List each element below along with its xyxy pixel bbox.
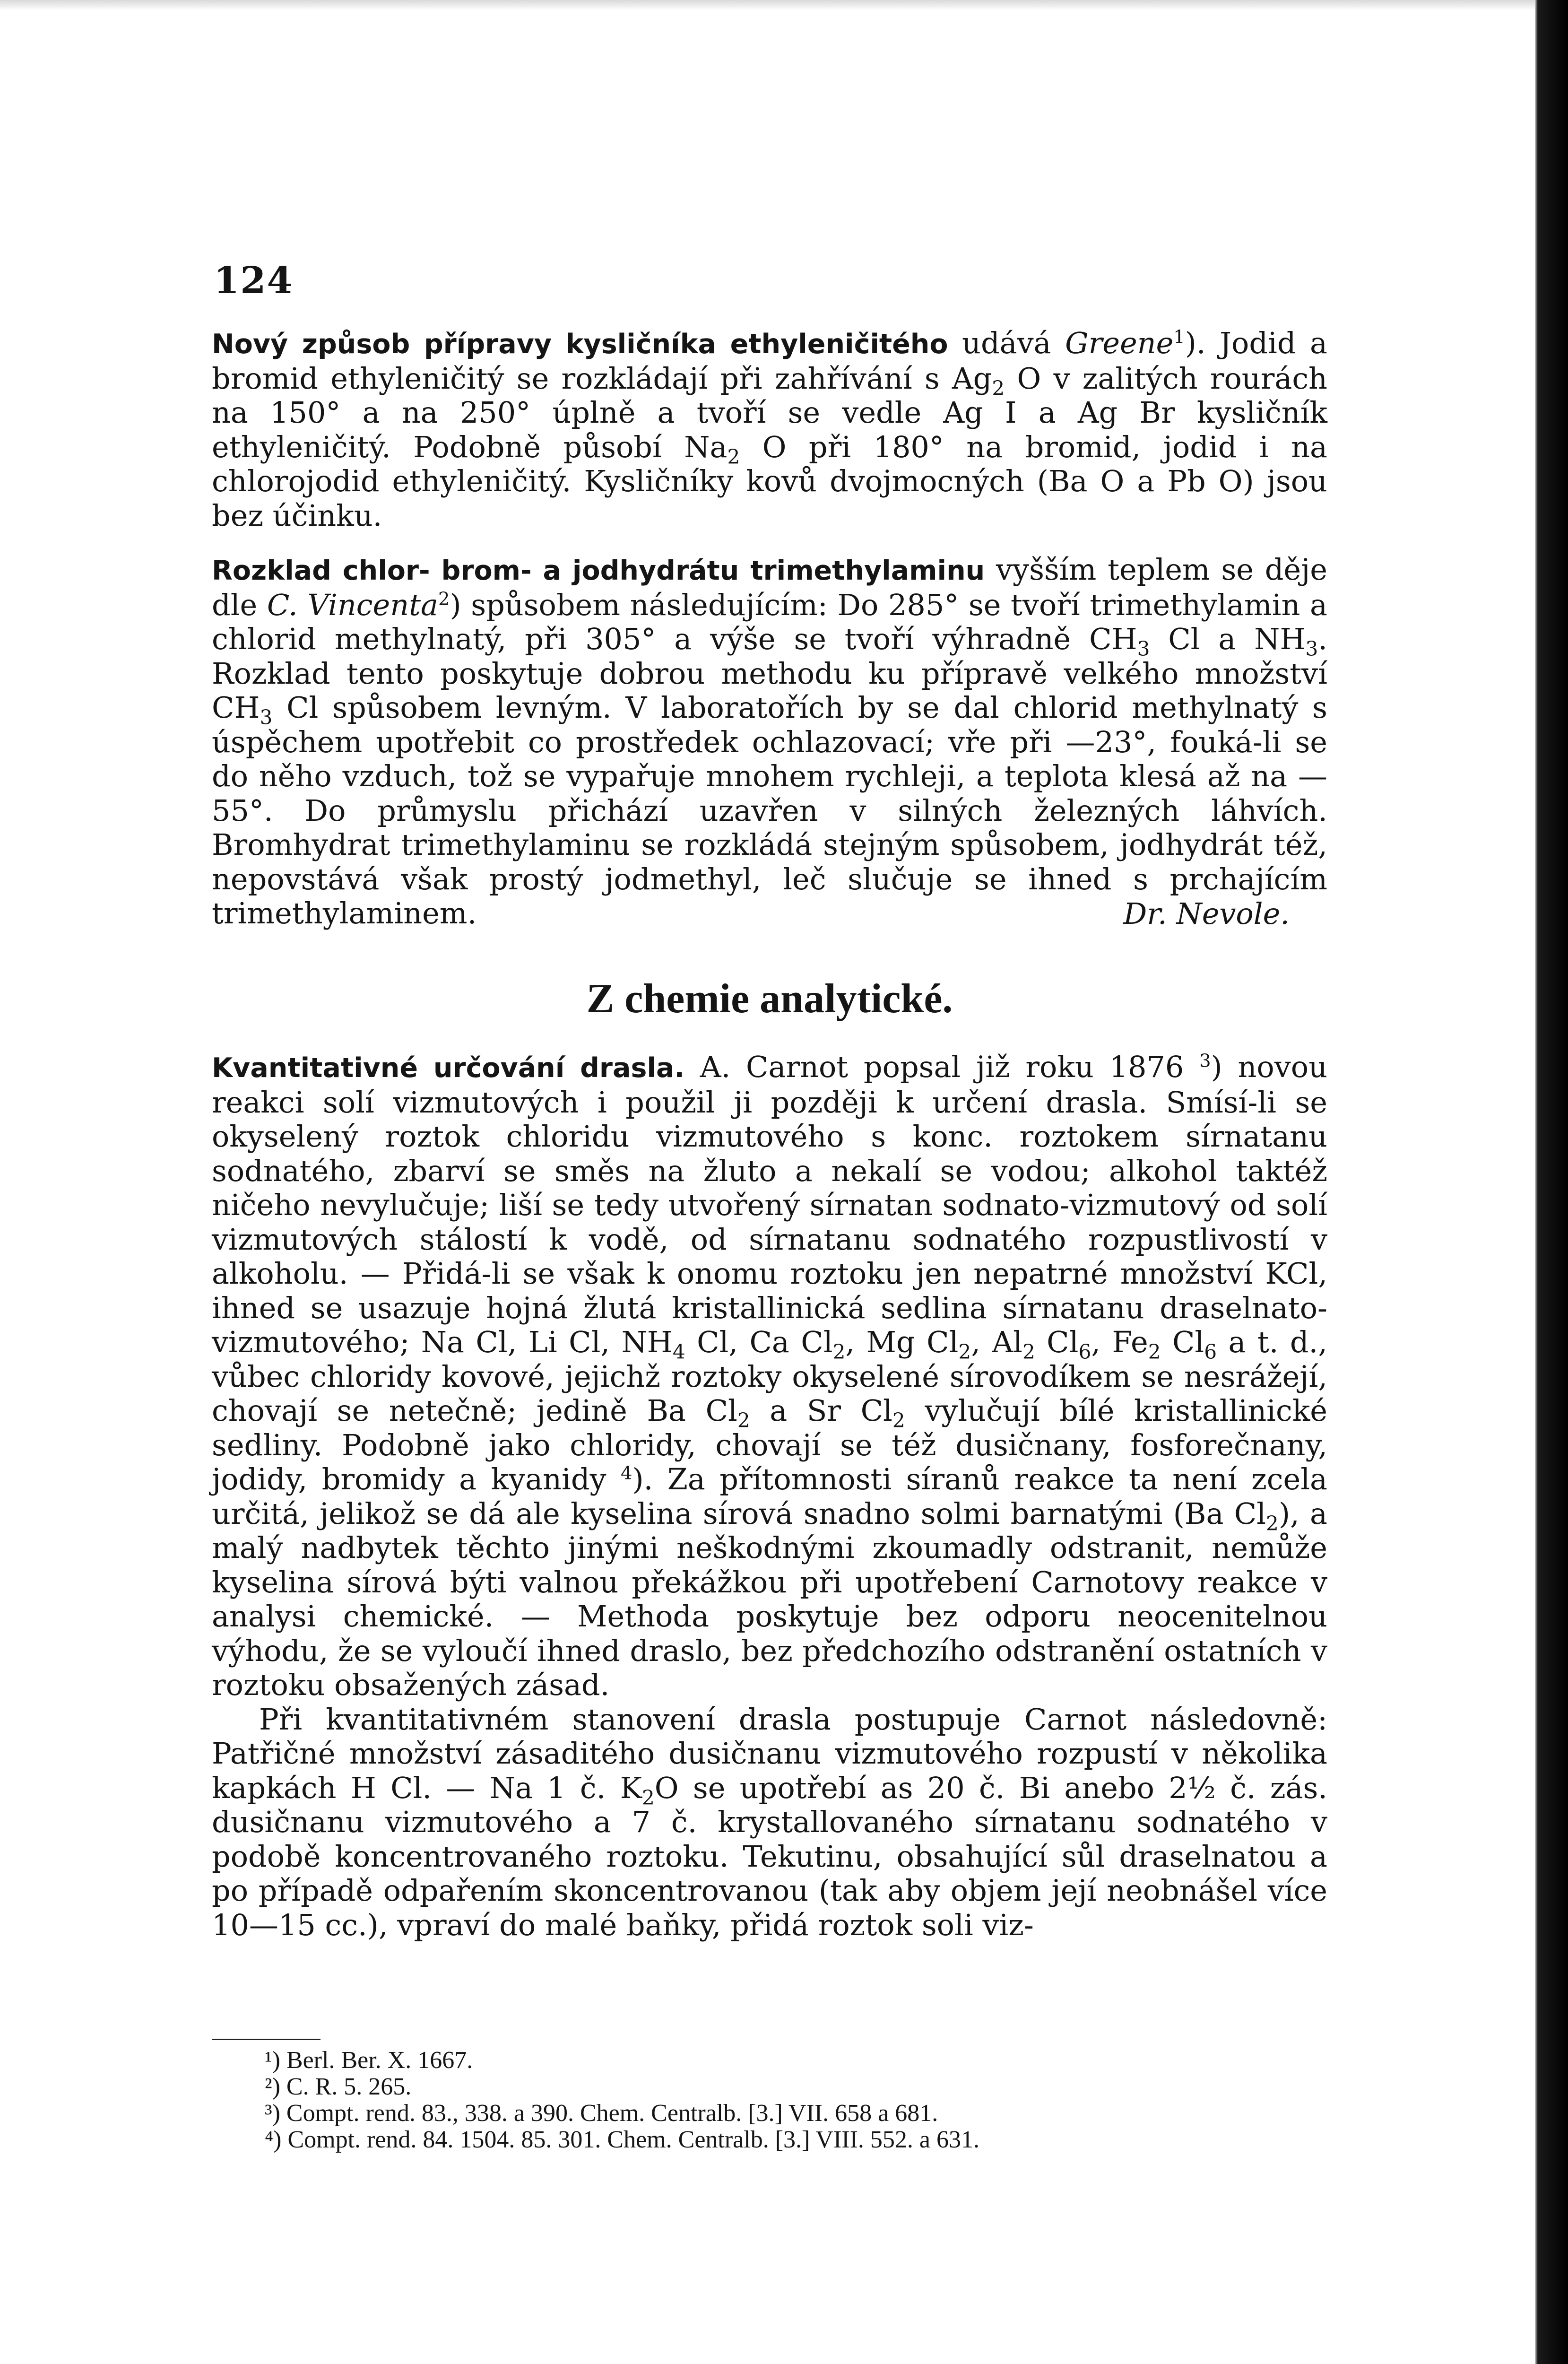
footnote: ³) Compt. rend. 83., 338. a 390. Chem. Centralb. [3.] VII. 658 a 681. — [265, 2100, 938, 2127]
author-name: Greene — [1065, 326, 1174, 360]
footnote-divider — [212, 2039, 321, 2040]
section-title: Z chemie analytické. — [586, 976, 953, 1022]
footnote-ref: 1 — [1173, 326, 1185, 348]
footnote-ref: 4 — [621, 1462, 632, 1484]
article-heading: Rozklad chlor- brom- a jodhydrátu trimethylaminu — [212, 555, 985, 586]
author-name: C. Vincenta — [267, 587, 439, 622]
article-heading: Kvantitativné určování drasla. — [212, 1052, 685, 1084]
scan-top-shadow — [0, 0, 1535, 10]
footnote: ²) C. R. 5. 265. — [265, 2073, 412, 2100]
text-column — [212, 326, 1327, 1942]
paragraph-trimethylamine: Rozklad chlor- brom- a jodhydrátu trimethylaminu vyšším teplem se děje dle C. Vincenta$^2$) spůsobem následujícím: Do 285° se tvoří trimethylamin a chlorid methylnatý, při 305° a výše se tvoří výhradně $CH_3$ Cl a $NH_3$. Rozklad tento poskytuje dobrou methodu ku přípravě velkého množství $CH_3$ Cl spůsobem levným. V laboratořích by se dal chlorid methylnatý s úspěchem upotřebit co prostředek ochlazovací; vře při —23°, fouká-li se do něho vzduch, tož se vypařuje mnohem rychleji, a teplota klesá až na —55°. Do průmyslu přichází uzavřen v silných železných láhvích. Bromhydrat trimethylaminu se rozkládá stejným spůsobem, jodhydrát též, nepovstává však prostý jodmethyl, leč slučuje se ihned s prchajícím trimethylaminem. — [212, 552, 1327, 930]
footnotes — [265, 2047, 1257, 2153]
footnote-ref: 2 — [438, 588, 450, 609]
footnote: ⁴) Compt. rend. 84. 1504. 85. 301. Chem. Centralb. [3.] VIII. 552. a 631. — [265, 2126, 979, 2153]
page-number: 124 — [214, 259, 294, 302]
footnote-ref: 3 — [1199, 1050, 1211, 1072]
paragraph-carnot-procedure: Při kvantitativném stanovení drasla postupuje Carnot následovně: Patřičné množství zásaditého dusičnanu vizmutového rozpustí v několika kapkách H Cl. — Na 1 č. $K_2O$ se upotřebí as 20 č. Bi anebo 2½ č. zás. dusičnanu vizmutového a 7 č. krystallovaného sírnatanu sodnatého v podobě koncentrovaného roztoku. Tekutinu, obsahující sůl draselnatou a po případě odpařením skoncentrovanou (tak aby objem její neobnášel více 10—15 cc.), vpraví do malé baňky, přidá roztok soli viz- — [212, 1702, 1327, 1942]
paragraph-ethylene-oxide: Nový způsob přípravy kysličníka ethyleničitého udává Greene$^1$). Jodid a bromid ethyleničitý se rozkládají při zahřívání s $Ag_2$ O v zalitých rourách na 150° a na 250° úplně a tvoří se vedle Ag I a Ag Br kysličník ethyleničitý. Podobně působí $Na_2$ O při 180° na bromid, jodid i na chlorojodid ethyleničitý. Kysličníky kovů dvojmocných (Ba O a Pb O) jsou bez účinku. — [212, 326, 1327, 533]
article-heading: Nový způsob přípravy kysličníka ethyleničitého — [212, 329, 948, 360]
paragraph-potassium-determination: Kvantitativné určování drasla. A. Carnot popsal již roku 1876 $^3$) novou reakci solí vizmutových i použil ji později k určení drasla. Smísí-li se okyselený roztok chloridu vizmutového s konc. roztokem sírnatanu sodnatého, zbarví se směs na žluto a nekalí se vodou; alkohol taktéž ničeho nevylučuje; liší se tedy utvořený sírnatan sodnato-vizmutový od solí vizmutových stálostí k vodě, od sírnatanu sodnatého rozpustlivostí v alkoholu. — Přidá-li se však k onomu roztoku jen nepatrné množství KCl, ihned se usazuje hojná žlutá kristallinická sedlina sírnatanu draselnato-vizmutového; Na Cl, Li Cl, $NH_4$ Cl, Ca $Cl_2$, Mg $Cl_2$, $Al_2$ $Cl_6$, $Fe_2$ $Cl_6$ a t. d., vůbec chloridy kovové, jejichž roztoky okyselené sírovodíkem se nesrážejí, chovají se netečně; jedině Ba $Cl_2$ a Sr $Cl_2$ vylučují bílé kristallinické sedliny. Podobně jako chloridy, chovají se též dusičnany, fosforečnany, jodidy, bromidy a kyanidy $^4$). Za přítomnosti síranů reakce ta není zcela určitá, jelikož se dá ale kyselina sírová snadno solmi barnatými (Ba $Cl_2$), a malý nadbytek těchto jinými neškodnými zkoumadly odstranit, nemůže kyselina sírová býti valnou překážkou při upotřebení Carnotovy reakce v analysi chemické. — Methoda poskytuje bez odporu neocenitelnou výhodu, že se vyloučí ihned draslo, bez předchozího odstranění ostatních v roztoku obsažených zásad. — [212, 1050, 1328, 1702]
footnote: ¹) Berl. Ber. X. 1667. — [265, 2047, 473, 2074]
scan-right-edge — [1535, 0, 1568, 2364]
signature: Dr. Nevole. — [1123, 896, 1290, 931]
